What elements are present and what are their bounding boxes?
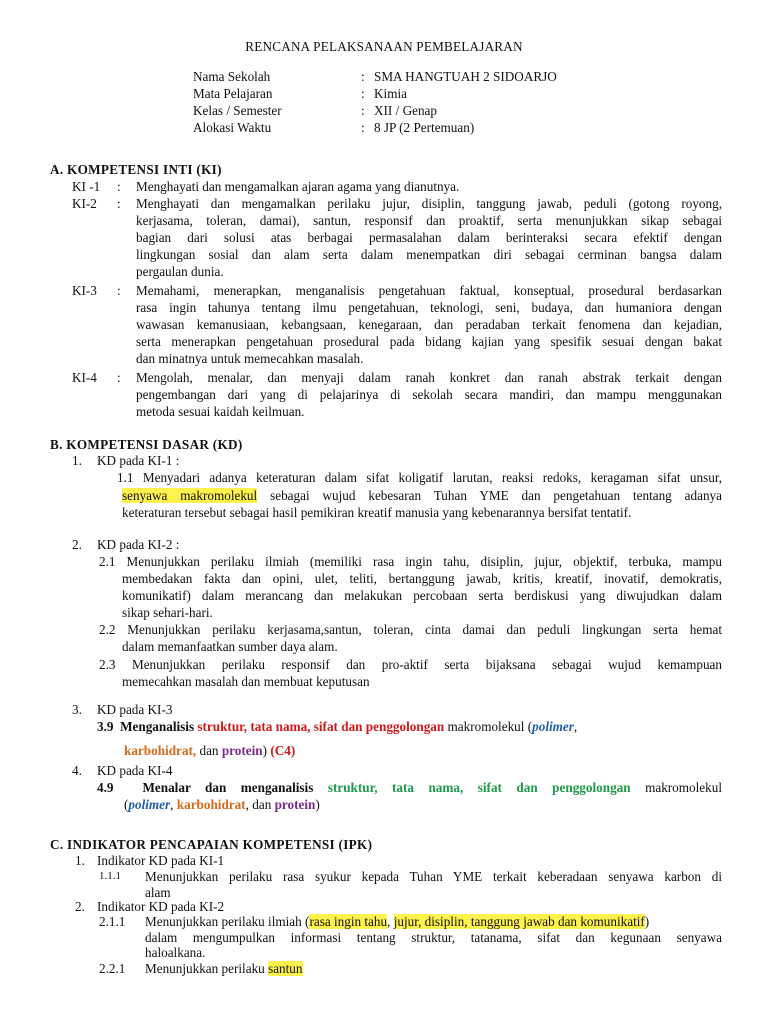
green-keywords: struktur, tata nama, sifat dan penggolongan [327, 780, 631, 795]
ki-text: Menghayati dan mengamalkan perilaku jujur, disiplin, tanggung jawab, peduli (gotong royong, [136, 196, 722, 211]
ipk-code: 2.1.1 [99, 914, 126, 929]
ipk-text: dalam mengumpulkan informasi tentang struktur, tatanama, sifat dan kegunaan senyawa [145, 930, 722, 945]
highlight-text: senyawa makromolekul [122, 488, 258, 503]
highlight-text: jujur, disiplin, tanggung jawab dan komunikatif [393, 914, 645, 929]
ki-code: KI -1 [72, 179, 101, 194]
ki-sep: : [117, 196, 121, 211]
kd-text: keteraturan tersebut sebagai hasil pemikiran kreatif manusia yang kebenarannya bersifat tentatif. [122, 505, 632, 520]
kd-text: sikap sehari-hari. [122, 605, 213, 620]
ipk-text [145, 960, 303, 977]
kd-text: membedakan fakta dan opini, ulet, teliti, bertanggung jawab, kritis, kreatif, inovatif, demokratis, [122, 571, 722, 586]
paren: ( [124, 797, 129, 812]
ipk-number: 1. [75, 853, 85, 868]
ki-text: pergaulan dunia. [136, 264, 224, 279]
ki-text: rasa ingin tahunya tentang ilmu pengetahuan, teknologi, seni, budaya, dan humaniora dengan [136, 300, 722, 315]
kd-label: KD pada KI-1 : [97, 453, 180, 468]
kd-text: dalam memanfaatkan sumber daya alam. [122, 639, 338, 654]
kd-verb: Menalar dan menganalisis [142, 780, 314, 795]
comma: , [170, 797, 174, 812]
kd-4-9-line [97, 779, 722, 796]
ki-text: wawasan kemanusiaan, kebangsaan, kenegaraan, dan peradaban terkait fenomena dan kejadian, [136, 317, 722, 332]
ipk-text: haloalkana. [145, 945, 206, 960]
kd-number: 3. [72, 702, 82, 717]
kd-text: 2.1 Menunjukkan perilaku ilmiah (memiliki rasa ingin tahu, disiplin, jujur, objektif, terbuka, mampu [99, 554, 722, 569]
comma: , [245, 797, 249, 812]
kd-code: 4.9 [97, 780, 114, 795]
ipk-code: 1.1.1 [99, 870, 121, 882]
identity-value: 8 JP (2 Pertemuan) [374, 120, 475, 135]
ki-text: lingkungan sosial dan alam serta dalam menempatkan diri sebagai cerminan bangsa dalam [136, 247, 722, 262]
kd-text: 2.2 Menunjukkan perilaku kerjasama,santun, toleran, cinta damai dan peduli lingkungan serta hemat [99, 622, 722, 637]
ipk-text [145, 913, 649, 930]
kd-text-mid: makromolekul [645, 780, 722, 795]
highlight-text: rasa ingin tahu [309, 914, 388, 929]
identity-sep: : [361, 120, 365, 135]
identity-label: Kelas / Semester [193, 103, 282, 118]
kd-number: 2. [72, 537, 82, 552]
kd-text: 1.1 Menyadari adanya keteraturan dalam sifat koligatif larutan, reaksi redoks, keragaman sifat unsur, [117, 470, 722, 485]
conj: dan [252, 797, 272, 812]
ki-code: KI-2 [72, 196, 97, 211]
ipk-text-mid: , [387, 914, 394, 929]
kd-text: memecahkan masalah dan membuat keputusan [122, 674, 370, 689]
ipk-text-pre: Menunjukkan perilaku ilmiah ( [145, 914, 310, 929]
ipk-text: Menunjukkan perilaku rasa syukur kepada Tuhan YME terkait keberadaan senyawa karbon di [145, 869, 722, 884]
keyword-c4: (C4) [270, 743, 296, 758]
kd-verb: Menganalisis [120, 719, 195, 734]
keyword-protein: protein [274, 797, 316, 812]
identity-sep: : [361, 103, 365, 118]
ipk-text-pre: Menunjukkan perilaku [145, 961, 269, 976]
ipk-text: alam [145, 885, 171, 900]
ipk-number: 2. [75, 899, 85, 914]
keyword-karbohidrat: karbohidrat, [124, 743, 197, 758]
identity-sep: : [361, 69, 365, 84]
identity-label: Nama Sekolah [193, 69, 271, 84]
kd-label: KD pada KI-4 [97, 763, 173, 778]
ipk-code: 2.2.1 [99, 961, 126, 976]
red-keywords: struktur, tata nama, sifat dan penggolongan [197, 719, 445, 734]
kd-label: KD pada KI-3 [97, 702, 173, 717]
ipk-label: Indikator KD pada KI-2 [97, 899, 225, 914]
kd-text: 2.3 Menunjukkan perilaku responsif dan pro-aktif serta bijaksana sebagai wujud kemampuan [99, 657, 722, 672]
keyword-polimer: polimer [128, 797, 171, 812]
kd-text [122, 487, 722, 504]
page-title: RENCANA PELAKSANAAN PEMBELAJARAN [245, 39, 523, 54]
paren: ) [315, 797, 320, 812]
ki-code: KI-3 [72, 283, 97, 298]
kd-number: 1. [72, 453, 82, 468]
ki-sep: : [117, 370, 121, 385]
keyword-karbohidrat: karbohidrat [176, 797, 246, 812]
comma: , [573, 719, 578, 734]
kd-text: komunikatif) dalam merancang dan melakukan percobaan serta berdiskusi yang diwujudkan dalam [122, 588, 722, 603]
ki-text: pengembangan dari yang di pelajarinya di sekolah secara mandiri, dan mampu menggunakan [136, 387, 722, 402]
kd-number: 4. [72, 763, 82, 778]
identity-value: XII / Genap [374, 103, 437, 118]
kd-4-9-line2 [124, 796, 320, 813]
ki-text: Memahami, menerapkan, menganalisis pengetahuan faktual, konseptual, prosedural berdasarkan [136, 283, 722, 298]
paren: ) [262, 743, 268, 758]
highlight-text: santun [268, 961, 303, 976]
conj: dan [199, 743, 219, 758]
identity-label: Alokasi Waktu [193, 120, 272, 135]
ki-text: metoda sesuai kaidah keilmuan. [136, 404, 305, 419]
kd-text-rest: sebagai wujud kebesaran Tuhan YME dan pengetahuan tentang adanya [257, 488, 722, 503]
section-heading-kd: B. KOMPETENSI DASAR (KD) [50, 437, 243, 452]
ki-text: serta menerapkan pengetahuan prosedural pada bidang kajian yang spesifik sesuai dengan bakat [136, 334, 722, 349]
ki-sep: : [117, 283, 121, 298]
ki-text: dan minatnya untuk memecahkan masalah. [136, 351, 364, 366]
ipk-text-post: ) [644, 914, 650, 929]
section-heading-ki: A. KOMPETENSI INTI (KI) [50, 162, 222, 177]
kd-text-mid: makromolekul ( [447, 719, 533, 734]
ki-text: Menghayati dan mengamalkan ajaran agama yang dianutnya. [136, 179, 460, 194]
identity-sep: : [361, 86, 365, 101]
identity-label: Mata Pelajaran [193, 86, 273, 101]
identity-value: Kimia [374, 86, 407, 101]
ki-code: KI-4 [72, 370, 97, 385]
keyword-polimer: polimer [532, 719, 574, 734]
ki-text: kerjasama, toleran, damai), santun, responsif dan proaktif, serta menunjukkan sikap sebagai [136, 213, 722, 228]
kd-code: 3.9 [97, 719, 114, 734]
kd-3-9-line [97, 718, 577, 735]
ipk-label: Indikator KD pada KI-1 [97, 853, 225, 868]
kd-3-9-line2 [124, 742, 295, 759]
kd-label: KD pada KI-2 : [97, 537, 180, 552]
ki-sep: : [117, 179, 121, 194]
section-heading-ipk: C. INDIKATOR PENCAPAIAN KOMPETENSI (IPK) [50, 837, 373, 852]
identity-value: SMA HANGTUAH 2 SIDOARJO [374, 69, 557, 84]
keyword-protein: protein [221, 743, 263, 758]
ki-text: Mengolah, menalar, dan menyaji dalam ranah konkret dan ranah abstrak terkait dengan [136, 370, 722, 385]
ki-text: bagian dari solusi atas berbagai permasalahan dalam berinteraksi secara efektif dengan [136, 230, 722, 245]
